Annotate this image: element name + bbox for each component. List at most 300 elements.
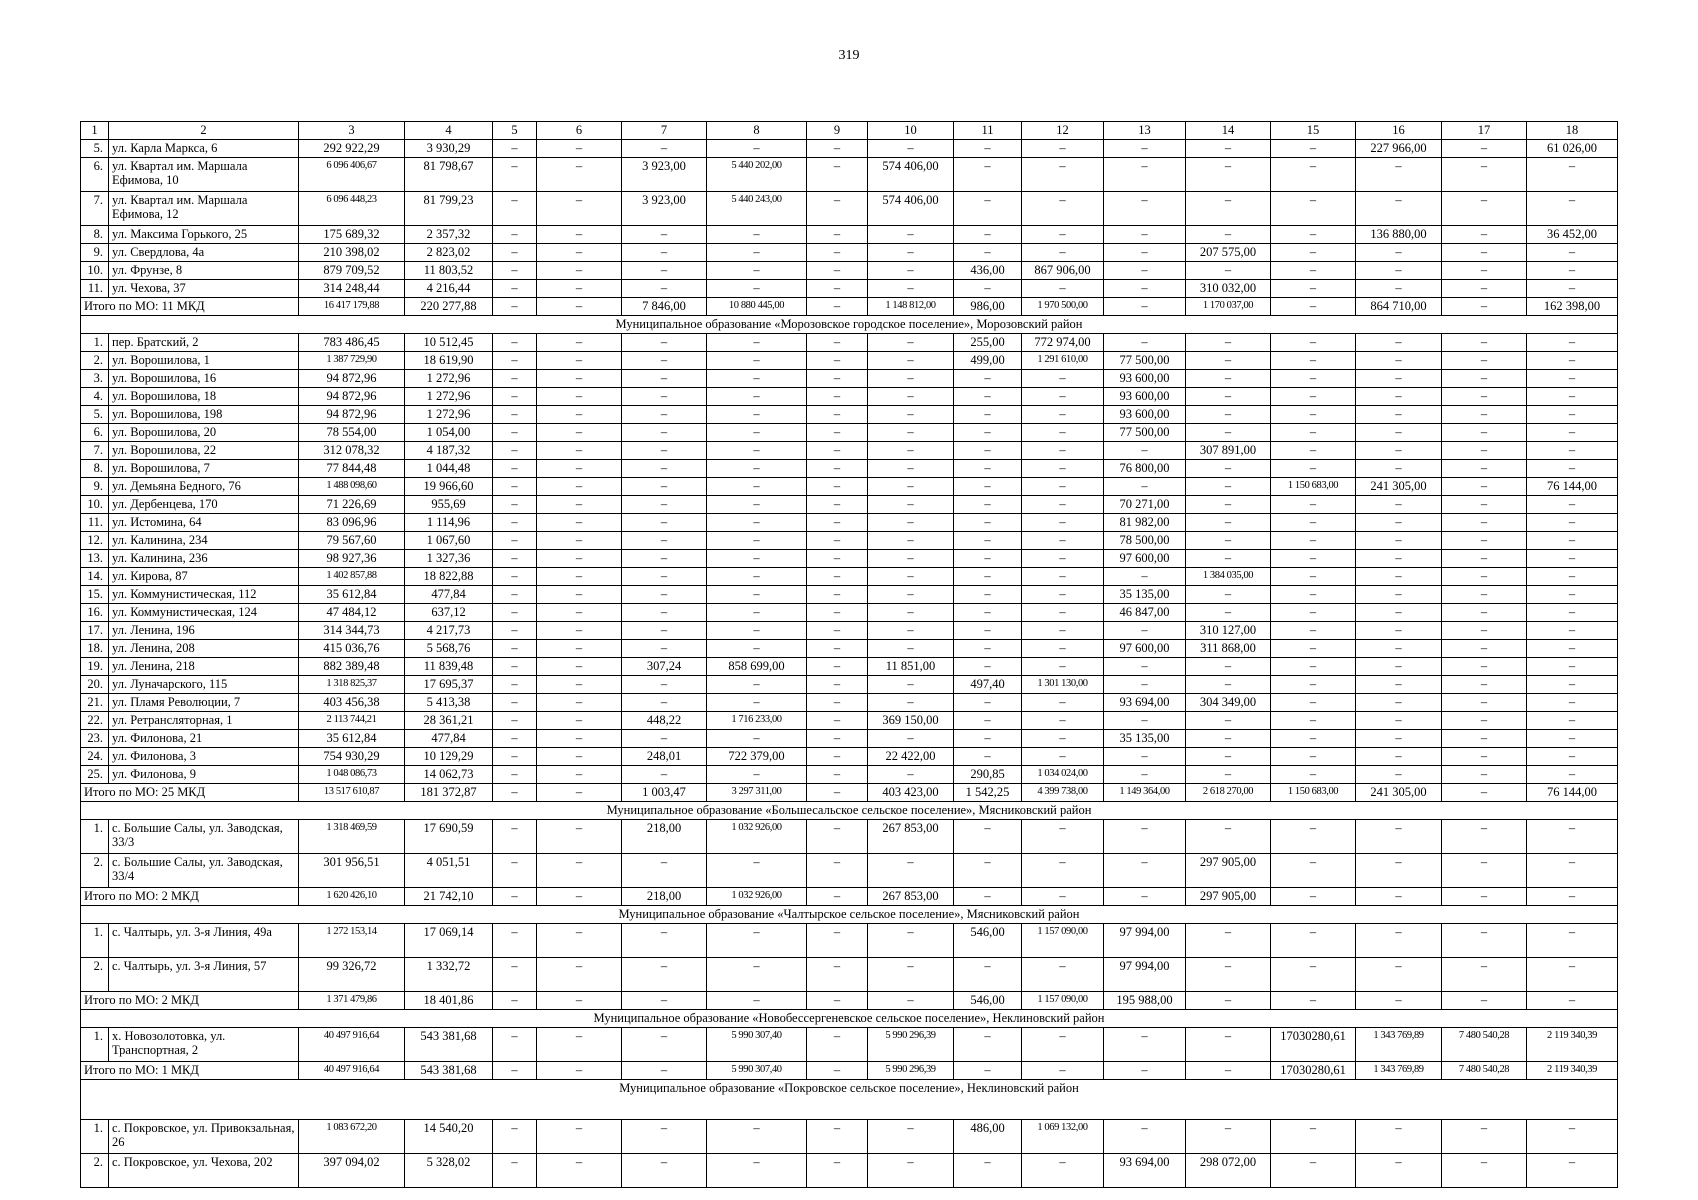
- table-cell: –: [622, 604, 707, 622]
- table-row: [81, 1120, 1618, 1154]
- table-cell: –: [807, 676, 868, 694]
- total-cell: 1 149 364,00: [1104, 784, 1186, 802]
- address-cell: ул. Квартал им. Маршала Ефимова, 10: [109, 158, 299, 192]
- table-cell: 93 600,00: [1104, 388, 1186, 406]
- table-cell: –: [707, 280, 807, 298]
- total-cell: 17030280,61: [1271, 1062, 1356, 1080]
- table-cell: –: [1527, 1154, 1618, 1188]
- address-cell: ул. Демьяна Бедного, 76: [109, 478, 299, 496]
- table-cell: –: [493, 442, 537, 460]
- row-number: 22.: [81, 712, 109, 730]
- table-cell: –: [1104, 478, 1186, 496]
- total-cell: 3 297 311,00: [707, 784, 807, 802]
- table-row: [81, 658, 1618, 676]
- row-number: 1.: [81, 924, 109, 958]
- table-cell: –: [1271, 694, 1356, 712]
- table-cell: –: [807, 622, 868, 640]
- table-cell: –: [1442, 262, 1527, 280]
- table-cell: –: [537, 370, 622, 388]
- table-cell: 14 540,20: [405, 1120, 493, 1154]
- table-cell: –: [622, 568, 707, 586]
- table-cell: –: [868, 226, 954, 244]
- table-cell: –: [868, 424, 954, 442]
- table-cell: –: [1271, 370, 1356, 388]
- table-cell: 369 150,00: [868, 712, 954, 730]
- row-number: 9.: [81, 244, 109, 262]
- table-cell: 93 600,00: [1104, 370, 1186, 388]
- address-cell: ул. Ворошилова, 1: [109, 352, 299, 370]
- table-cell: –: [1527, 262, 1618, 280]
- table-cell: 4 051,51: [405, 854, 493, 888]
- table-cell: –: [807, 586, 868, 604]
- row-number: 16.: [81, 604, 109, 622]
- table-cell: –: [1022, 604, 1104, 622]
- table-cell: –: [493, 352, 537, 370]
- total-label: Итого по МО: 2 МКД: [81, 992, 299, 1010]
- table-cell: 35 612,84: [299, 730, 405, 748]
- total-label: Итого по МО: 1 МКД: [81, 1062, 299, 1080]
- table-cell: –: [1022, 406, 1104, 424]
- table-cell: –: [1271, 334, 1356, 352]
- table-cell: 248,01: [622, 748, 707, 766]
- table-cell: –: [493, 604, 537, 622]
- table-cell: 136 880,00: [1356, 226, 1442, 244]
- row-number: 21.: [81, 694, 109, 712]
- table-cell: –: [868, 370, 954, 388]
- table-cell: 81 798,67: [405, 158, 493, 192]
- table-cell: 36 452,00: [1527, 226, 1618, 244]
- table-cell: 210 398,02: [299, 244, 405, 262]
- table-cell: –: [622, 854, 707, 888]
- table-cell: –: [707, 622, 807, 640]
- table-row: [81, 550, 1618, 568]
- total-cell: –: [537, 992, 622, 1010]
- row-number: 10.: [81, 496, 109, 514]
- total-cell: 7 480 540,28: [1442, 1062, 1527, 1080]
- table-cell: –: [954, 406, 1022, 424]
- table-cell: –: [1271, 676, 1356, 694]
- table-cell: –: [707, 424, 807, 442]
- table-cell: –: [493, 730, 537, 748]
- table-cell: –: [1186, 226, 1271, 244]
- table-cell: –: [1186, 924, 1271, 958]
- table-cell: –: [1527, 958, 1618, 992]
- table-cell: –: [807, 924, 868, 958]
- table-cell: –: [1442, 388, 1527, 406]
- table-cell: 307,24: [622, 658, 707, 676]
- address-cell: ул. Максима Горького, 25: [109, 226, 299, 244]
- column-header: 14: [1186, 122, 1271, 140]
- table-cell: 1 083 672,20: [299, 1120, 405, 1154]
- column-header: 15: [1271, 122, 1356, 140]
- table-cell: 3 923,00: [622, 158, 707, 192]
- row-number: 6.: [81, 158, 109, 192]
- table-cell: –: [1022, 460, 1104, 478]
- table-cell: –: [868, 244, 954, 262]
- table-cell: –: [868, 958, 954, 992]
- row-number: 3.: [81, 370, 109, 388]
- table-cell: –: [1271, 730, 1356, 748]
- table-cell: 1 318 469,59: [299, 820, 405, 854]
- total-cell: 864 710,00: [1356, 298, 1442, 316]
- table-cell: –: [954, 370, 1022, 388]
- table-cell: –: [622, 1120, 707, 1154]
- table-cell: –: [1271, 854, 1356, 888]
- total-cell: 403 423,00: [868, 784, 954, 802]
- row-number: 2.: [81, 1154, 109, 1188]
- row-number: 19.: [81, 658, 109, 676]
- total-cell: –: [1022, 1062, 1104, 1080]
- table-cell: 99 326,72: [299, 958, 405, 992]
- table-cell: –: [807, 958, 868, 992]
- table-cell: –: [1356, 550, 1442, 568]
- total-cell: 1 150 683,00: [1271, 784, 1356, 802]
- table-cell: 1 044,48: [405, 460, 493, 478]
- table-cell: 3 930,29: [405, 140, 493, 158]
- table-cell: –: [1022, 424, 1104, 442]
- table-cell: –: [493, 658, 537, 676]
- table-cell: 17 069,14: [405, 924, 493, 958]
- table-cell: –: [1356, 532, 1442, 550]
- column-header: 1: [81, 122, 109, 140]
- table-cell: 10 512,45: [405, 334, 493, 352]
- table-cell: –: [1022, 820, 1104, 854]
- total-cell: –: [1104, 298, 1186, 316]
- row-number: 1.: [81, 1120, 109, 1154]
- table-cell: –: [1104, 748, 1186, 766]
- table-cell: –: [1186, 730, 1271, 748]
- section-title: Муниципальное образование «Морозовское городское поселение», Морозовский район: [81, 316, 1618, 334]
- table-cell: –: [1356, 712, 1442, 730]
- table-cell: –: [1442, 514, 1527, 532]
- table-cell: –: [954, 568, 1022, 586]
- table-cell: –: [1022, 854, 1104, 888]
- table-cell: 71 226,69: [299, 496, 405, 514]
- table-cell: –: [537, 568, 622, 586]
- table-cell: –: [493, 568, 537, 586]
- table-cell: –: [1186, 514, 1271, 532]
- table-cell: –: [1527, 854, 1618, 888]
- table-cell: –: [1271, 550, 1356, 568]
- total-cell: 241 305,00: [1356, 784, 1442, 802]
- table-row: [81, 406, 1618, 424]
- table-cell: –: [1356, 370, 1442, 388]
- table-cell: –: [868, 514, 954, 532]
- table-cell: –: [954, 712, 1022, 730]
- table-cell: –: [807, 244, 868, 262]
- table-cell: –: [1527, 158, 1618, 192]
- table-cell: –: [1022, 140, 1104, 158]
- total-cell: –: [807, 992, 868, 1010]
- table-cell: –: [707, 676, 807, 694]
- table-cell: –: [807, 370, 868, 388]
- table-cell: –: [868, 694, 954, 712]
- table-cell: 1 272,96: [405, 370, 493, 388]
- table-cell: 1 272,96: [405, 406, 493, 424]
- column-header: 9: [807, 122, 868, 140]
- address-cell: ул. Ворошилова, 198: [109, 406, 299, 424]
- table-cell: –: [868, 604, 954, 622]
- table-cell: 1 048 086,73: [299, 766, 405, 784]
- table-cell: –: [707, 388, 807, 406]
- address-cell: ул. Филонова, 9: [109, 766, 299, 784]
- table-row: [81, 748, 1618, 766]
- total-cell: 16 417 179,88: [299, 298, 405, 316]
- table-cell: –: [1022, 442, 1104, 460]
- table-cell: 175 689,32: [299, 226, 405, 244]
- total-cell: –: [537, 784, 622, 802]
- table-cell: –: [868, 924, 954, 958]
- table-cell: 2 119 340,39: [1527, 1028, 1618, 1062]
- total-cell: 1 003,47: [622, 784, 707, 802]
- table-cell: 1 327,36: [405, 550, 493, 568]
- address-cell: ул. Филонова, 3: [109, 748, 299, 766]
- table-cell: 1 291 610,00: [1022, 352, 1104, 370]
- table-cell: 97 994,00: [1104, 958, 1186, 992]
- table-cell: 47 484,12: [299, 604, 405, 622]
- table-cell: –: [807, 424, 868, 442]
- table-cell: 397 094,02: [299, 1154, 405, 1188]
- address-cell: ул. Луначарского, 115: [109, 676, 299, 694]
- table-cell: –: [707, 694, 807, 712]
- section-row: [81, 316, 1618, 334]
- table-row: [81, 924, 1618, 958]
- total-cell: –: [807, 1062, 868, 1080]
- table-cell: 1 343 769,89: [1356, 1028, 1442, 1062]
- address-cell: ул. Ленина, 218: [109, 658, 299, 676]
- total-cell: 1 032 926,00: [707, 888, 807, 906]
- table-cell: –: [868, 140, 954, 158]
- table-cell: –: [493, 280, 537, 298]
- address-cell: пер. Братский, 2: [109, 334, 299, 352]
- table-cell: –: [868, 676, 954, 694]
- table-cell: –: [1022, 658, 1104, 676]
- table-cell: –: [707, 854, 807, 888]
- table-cell: –: [1186, 334, 1271, 352]
- table-cell: –: [1271, 262, 1356, 280]
- table-cell: –: [707, 958, 807, 992]
- table-cell: –: [1442, 370, 1527, 388]
- table-cell: 78 500,00: [1104, 532, 1186, 550]
- table-cell: –: [622, 370, 707, 388]
- table-cell: 2 823,02: [405, 244, 493, 262]
- total-cell: 1 620 426,10: [299, 888, 405, 906]
- table-cell: –: [1186, 550, 1271, 568]
- table-cell: –: [1442, 442, 1527, 460]
- table-cell: 290,85: [954, 766, 1022, 784]
- table-row: [81, 244, 1618, 262]
- row-number: 14.: [81, 568, 109, 586]
- row-number: 15.: [81, 586, 109, 604]
- row-number: 18.: [81, 640, 109, 658]
- total-cell: –: [493, 888, 537, 906]
- total-cell: 218,00: [622, 888, 707, 906]
- address-cell: ул. Дербенцева, 170: [109, 496, 299, 514]
- table-cell: –: [493, 370, 537, 388]
- address-cell: ул. Квартал им. Маршала Ефимова, 12: [109, 192, 299, 226]
- table-cell: –: [1271, 514, 1356, 532]
- table-cell: –: [1527, 730, 1618, 748]
- table-cell: 94 872,96: [299, 406, 405, 424]
- table-cell: 17 695,37: [405, 676, 493, 694]
- table-cell: –: [1104, 442, 1186, 460]
- table-cell: –: [493, 192, 537, 226]
- table-cell: –: [493, 820, 537, 854]
- table-cell: –: [954, 478, 1022, 496]
- table-cell: 6 096 406,67: [299, 158, 405, 192]
- total-row: [81, 784, 1618, 802]
- column-header: 12: [1022, 122, 1104, 140]
- table-cell: 17 690,59: [405, 820, 493, 854]
- total-cell: –: [1271, 992, 1356, 1010]
- table-row: [81, 514, 1618, 532]
- table-cell: –: [1442, 280, 1527, 298]
- table-cell: –: [1186, 262, 1271, 280]
- table-cell: 310 032,00: [1186, 280, 1271, 298]
- table-cell: 754 930,29: [299, 748, 405, 766]
- table-cell: –: [537, 244, 622, 262]
- table-row: [81, 1154, 1618, 1188]
- total-cell: –: [1356, 888, 1442, 906]
- table-cell: 207 575,00: [1186, 244, 1271, 262]
- table-cell: –: [537, 140, 622, 158]
- row-number: 20.: [81, 676, 109, 694]
- table-cell: –: [1104, 622, 1186, 640]
- table-cell: –: [1527, 586, 1618, 604]
- table-cell: 35 612,84: [299, 586, 405, 604]
- address-cell: ул. Ворошилова, 20: [109, 424, 299, 442]
- table-cell: 79 567,60: [299, 532, 405, 550]
- address-cell: ул. Ворошилова, 16: [109, 370, 299, 388]
- table-cell: 403 456,38: [299, 694, 405, 712]
- total-cell: 1 170 037,00: [1186, 298, 1271, 316]
- table-row: [81, 958, 1618, 992]
- total-row: [81, 992, 1618, 1010]
- table-cell: –: [868, 1154, 954, 1188]
- total-cell: –: [1186, 992, 1271, 1010]
- total-cell: 1 542,25: [954, 784, 1022, 802]
- table-cell: –: [954, 658, 1022, 676]
- table-cell: –: [954, 532, 1022, 550]
- table-cell: –: [954, 820, 1022, 854]
- table-cell: –: [622, 514, 707, 532]
- table-cell: –: [1271, 460, 1356, 478]
- total-cell: 2 119 340,39: [1527, 1062, 1618, 1080]
- table-cell: –: [1186, 712, 1271, 730]
- table-cell: –: [954, 586, 1022, 604]
- table-cell: –: [493, 460, 537, 478]
- table-cell: –: [1442, 854, 1527, 888]
- table-cell: –: [1186, 424, 1271, 442]
- table-cell: –: [1442, 550, 1527, 568]
- table-cell: 304 349,00: [1186, 694, 1271, 712]
- table-cell: –: [1186, 958, 1271, 992]
- table-cell: –: [493, 158, 537, 192]
- table-cell: –: [537, 1154, 622, 1188]
- table-cell: –: [1356, 924, 1442, 958]
- table-cell: 1 387 729,90: [299, 352, 405, 370]
- table-cell: –: [868, 460, 954, 478]
- table-cell: –: [493, 532, 537, 550]
- table-cell: 772 974,00: [1022, 334, 1104, 352]
- total-cell: –: [807, 888, 868, 906]
- table-cell: 78 554,00: [299, 424, 405, 442]
- row-number: 13.: [81, 550, 109, 568]
- table-cell: –: [537, 1120, 622, 1154]
- table-cell: 267 853,00: [868, 820, 954, 854]
- table-cell: –: [707, 478, 807, 496]
- table-cell: 97 994,00: [1104, 924, 1186, 958]
- table-cell: –: [707, 550, 807, 568]
- column-header: 8: [707, 122, 807, 140]
- row-number: 4.: [81, 388, 109, 406]
- table-cell: –: [1186, 532, 1271, 550]
- table-cell: –: [868, 1120, 954, 1154]
- table-cell: –: [707, 730, 807, 748]
- total-cell: 546,00: [954, 992, 1022, 1010]
- table-row: [81, 586, 1618, 604]
- table-cell: –: [493, 1154, 537, 1188]
- table-cell: –: [622, 140, 707, 158]
- table-cell: –: [537, 496, 622, 514]
- table-cell: –: [622, 280, 707, 298]
- table-cell: –: [868, 406, 954, 424]
- table-cell: 1 069 132,00: [1022, 1120, 1104, 1154]
- table-cell: 310 127,00: [1186, 622, 1271, 640]
- table-cell: –: [707, 1120, 807, 1154]
- table-cell: 94 872,96: [299, 388, 405, 406]
- table-cell: 477,84: [405, 730, 493, 748]
- table-cell: 1 384 035,00: [1186, 568, 1271, 586]
- table-cell: –: [1104, 244, 1186, 262]
- table-cell: –: [954, 748, 1022, 766]
- table-cell: –: [1022, 640, 1104, 658]
- table-cell: 314 344,73: [299, 622, 405, 640]
- total-cell: –: [537, 298, 622, 316]
- table-row: [81, 568, 1618, 586]
- table-cell: –: [1442, 766, 1527, 784]
- table-cell: –: [1527, 694, 1618, 712]
- table-cell: –: [807, 568, 868, 586]
- table-cell: –: [954, 730, 1022, 748]
- table-cell: –: [1356, 192, 1442, 226]
- table-cell: –: [1527, 604, 1618, 622]
- table-cell: 93 694,00: [1104, 1154, 1186, 1188]
- table-cell: –: [707, 1154, 807, 1188]
- column-header: 10: [868, 122, 954, 140]
- total-cell: 10 880 445,00: [707, 298, 807, 316]
- table-cell: –: [707, 514, 807, 532]
- table-cell: 5 440 243,00: [707, 192, 807, 226]
- table-cell: –: [537, 1028, 622, 1062]
- table-cell: –: [868, 640, 954, 658]
- table-cell: 7 480 540,28: [1442, 1028, 1527, 1062]
- table-cell: –: [1442, 226, 1527, 244]
- table-cell: –: [1527, 820, 1618, 854]
- table-cell: –: [1442, 244, 1527, 262]
- table-cell: –: [1271, 244, 1356, 262]
- table-cell: –: [1442, 676, 1527, 694]
- table-cell: 17030280,61: [1271, 1028, 1356, 1062]
- table-cell: –: [868, 334, 954, 352]
- table-cell: –: [868, 550, 954, 568]
- table-cell: –: [1271, 388, 1356, 406]
- table-cell: –: [493, 748, 537, 766]
- table-cell: –: [493, 622, 537, 640]
- table-cell: –: [868, 442, 954, 460]
- table-cell: –: [707, 496, 807, 514]
- table-cell: 93 600,00: [1104, 406, 1186, 424]
